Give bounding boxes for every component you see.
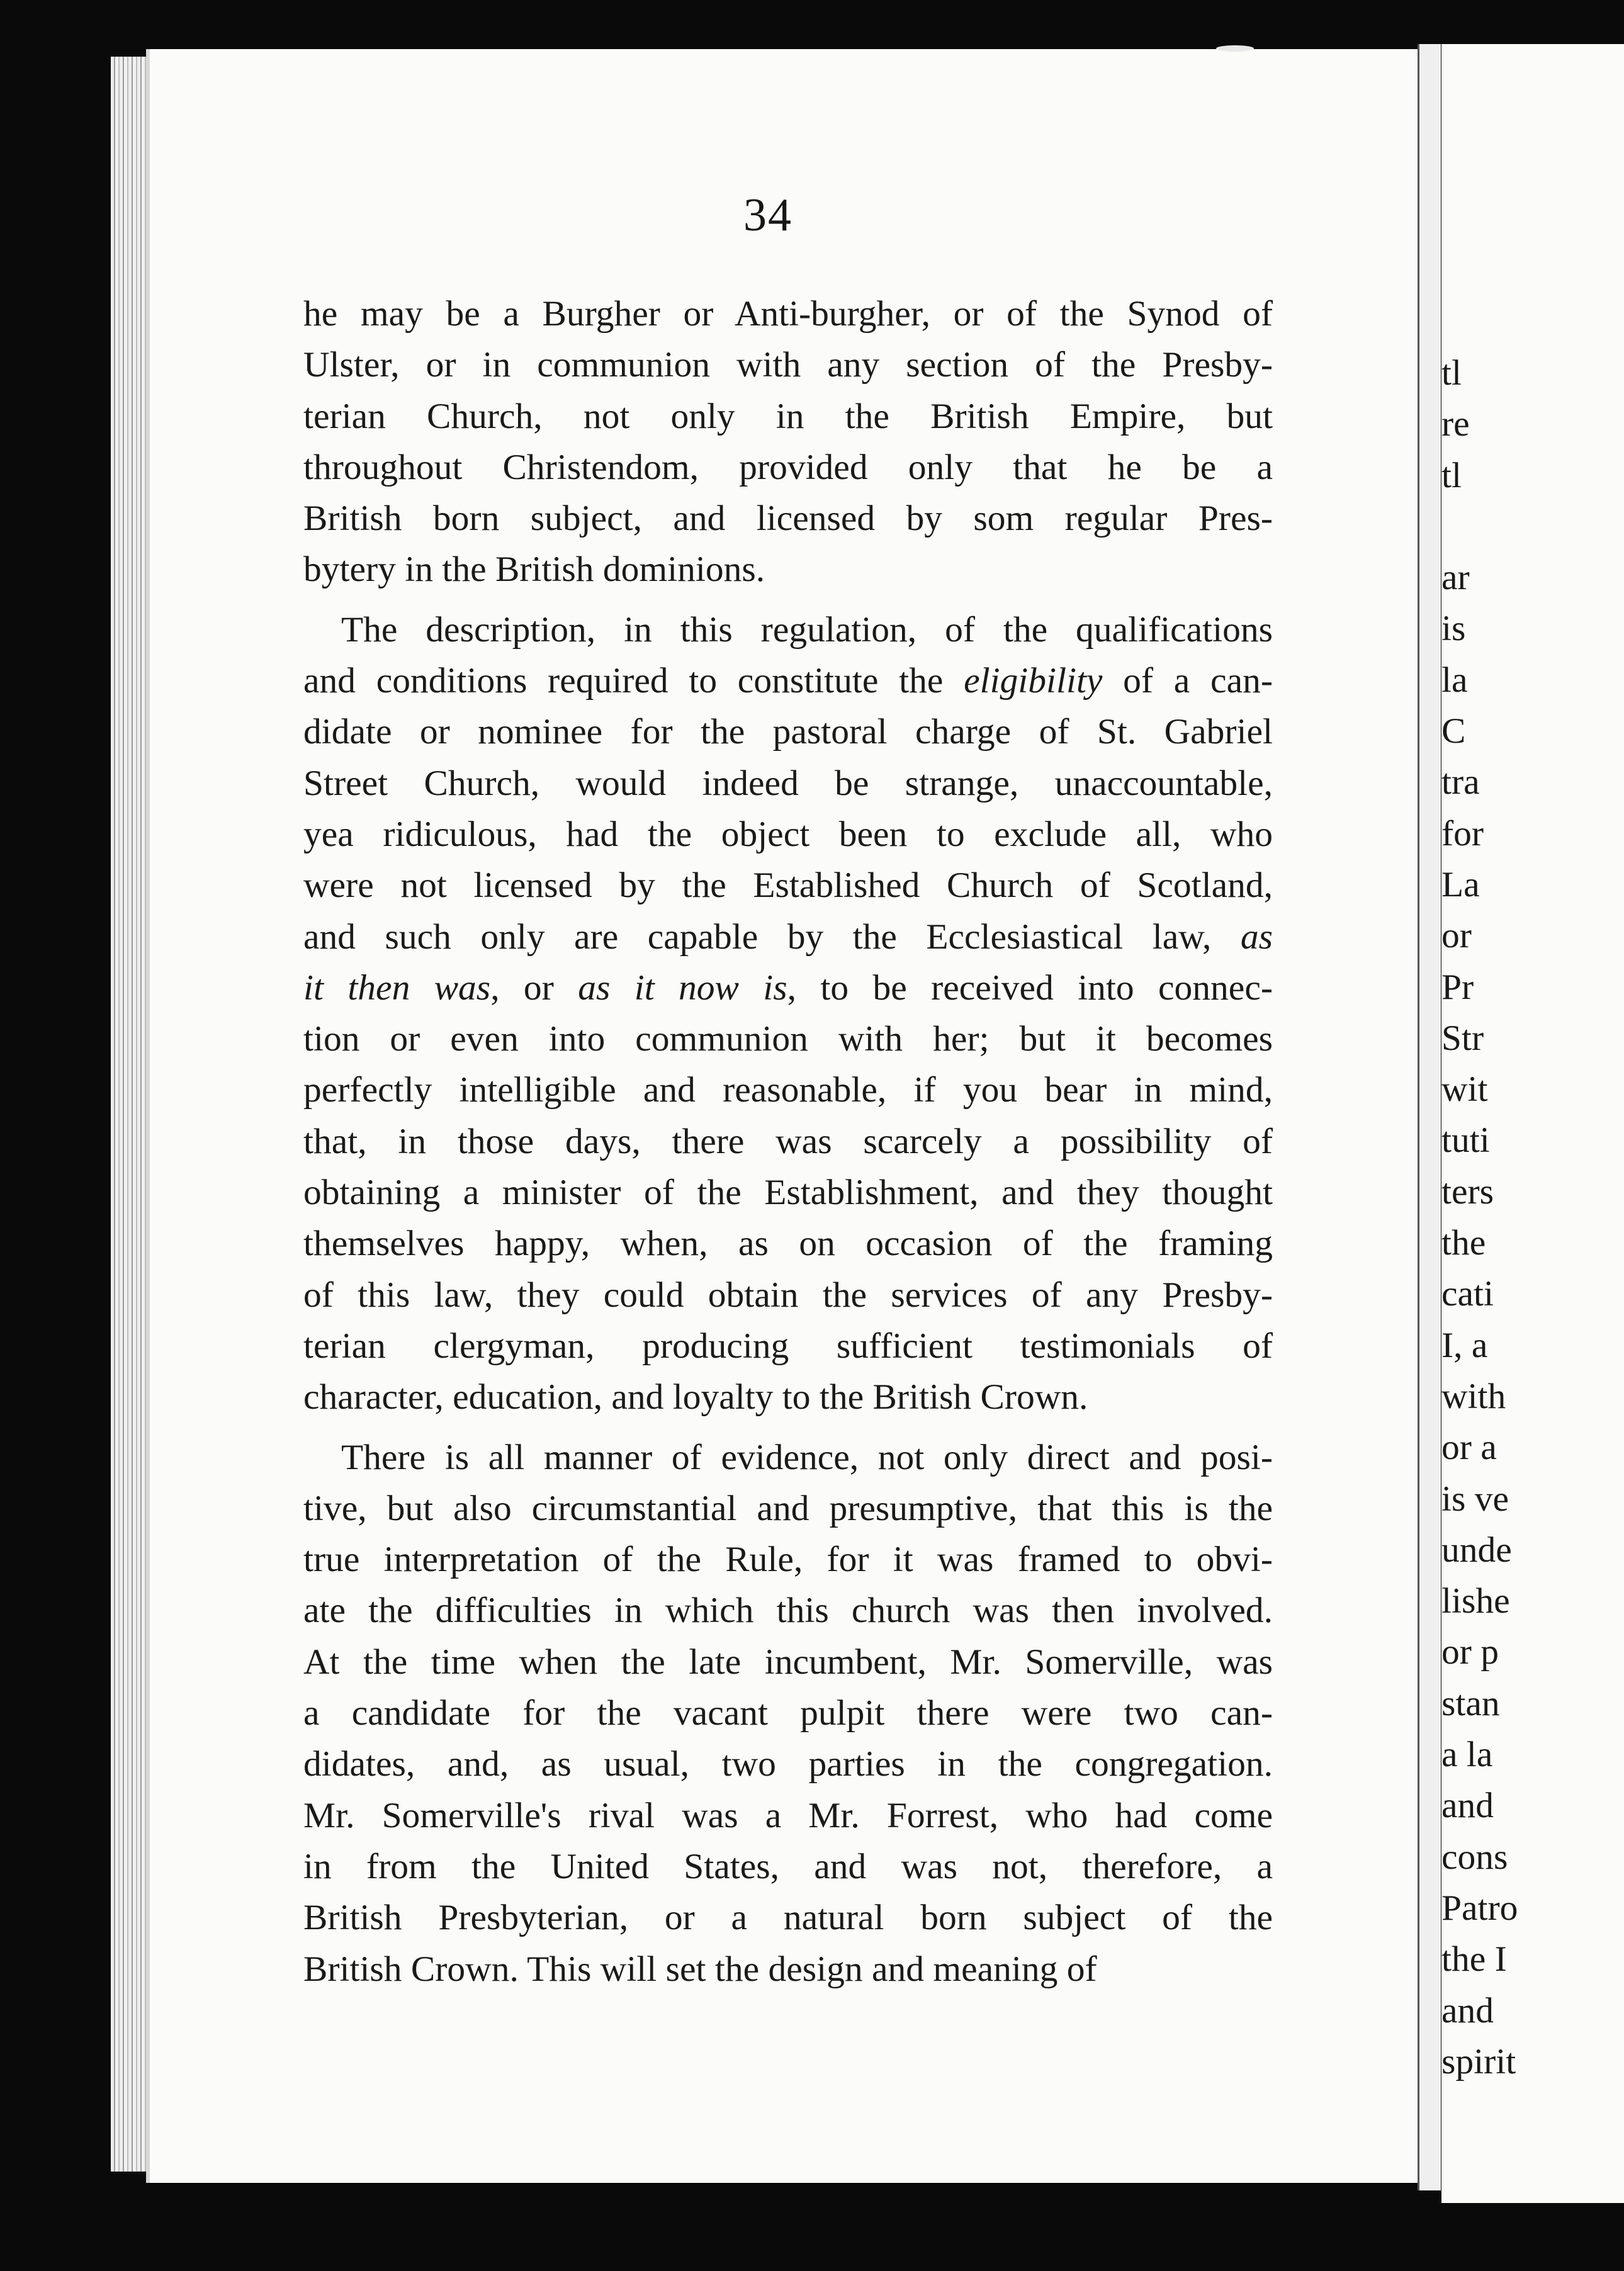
right-page-fragment: or a bbox=[1441, 1428, 1497, 1468]
text-line bbox=[303, 442, 1273, 493]
text-run: bytery in the British dominions. bbox=[303, 549, 765, 590]
text-run: tion or even into communion with her; but it becomes bbox=[303, 1019, 1273, 1059]
right-page-fragment: Patro bbox=[1441, 1888, 1518, 1928]
text-run: At the time when the late incumbent, Mr. Somerville, was bbox=[303, 1642, 1273, 1682]
right-page-fragment: La bbox=[1441, 864, 1480, 904]
right-page-fragment: tl bbox=[1441, 353, 1462, 393]
right-page-fragment: for bbox=[1441, 813, 1484, 854]
right-page-fragment: unde bbox=[1441, 1530, 1512, 1570]
right-page-fragment: tuti bbox=[1441, 1120, 1490, 1161]
text-line bbox=[303, 288, 1273, 339]
right-page-fragment: I, a bbox=[1441, 1325, 1488, 1365]
text-line bbox=[303, 1372, 1273, 1423]
text-run: Ulster, or in communion with any section of the Presby- bbox=[303, 345, 1273, 385]
text-run: British Presbyterian, or a natural born subject of the bbox=[303, 1898, 1273, 1938]
text-line bbox=[303, 1688, 1273, 1738]
right-page-text bbox=[1441, 347, 1624, 2087]
right-page-fragment: ters bbox=[1441, 1171, 1494, 1212]
text-run: British Crown. This will set the design and meaning of bbox=[303, 1949, 1097, 1989]
text-line bbox=[303, 604, 1273, 655]
text-line bbox=[303, 1116, 1273, 1167]
text-line bbox=[303, 655, 1273, 706]
text-run: tive, but also circumstantial and presumptive, that this is the bbox=[303, 1488, 1273, 1528]
text-run: were not licensed by the Established Church of Scotland, bbox=[303, 865, 1273, 906]
page-number: 34 bbox=[743, 189, 792, 241]
text-line bbox=[303, 339, 1273, 390]
text-line bbox=[303, 544, 1273, 595]
right-page-fragment: with bbox=[1441, 1376, 1506, 1416]
text-run: , to be received into connec- bbox=[787, 967, 1273, 1008]
text-run: perfectly intelligible and reasonable, if you bear in mind, bbox=[303, 1070, 1273, 1110]
right-page-fragment: the bbox=[1441, 1223, 1486, 1263]
text-line bbox=[303, 1270, 1273, 1321]
text-line bbox=[303, 809, 1273, 860]
text-line bbox=[303, 1483, 1273, 1534]
text-run: yea ridiculous, had the object been to exclude all, who bbox=[303, 814, 1273, 854]
right-page bbox=[1441, 44, 1624, 2203]
text-run: Street Church, would indeed be strange, unaccountable, bbox=[303, 763, 1273, 803]
right-page-fragment: a la bbox=[1441, 1735, 1493, 1775]
text-line bbox=[303, 706, 1273, 757]
right-page-fragment: Pr bbox=[1441, 967, 1474, 1007]
right-page-fragment: tl bbox=[1441, 455, 1462, 495]
right-page-fragment: is bbox=[1441, 609, 1466, 649]
italic-phrase: as it now is bbox=[578, 967, 787, 1008]
text-line bbox=[303, 1167, 1273, 1218]
right-page-fragment: is ve bbox=[1441, 1479, 1509, 1519]
text-run: , or bbox=[490, 967, 578, 1008]
text-run: and conditions required to constitute the bbox=[303, 661, 964, 701]
body-text bbox=[303, 288, 1273, 1995]
text-line bbox=[303, 1585, 1273, 1636]
text-run: of this law, they could obtain the services of any Presby- bbox=[303, 1275, 1273, 1315]
text-line bbox=[303, 962, 1273, 1013]
text-run: themselves happy, when, as on occasion of the framing bbox=[303, 1224, 1273, 1264]
text-line bbox=[303, 493, 1273, 544]
right-page-fragment: or p bbox=[1441, 1632, 1499, 1672]
text-run: The description, in this regulation, of the qualifications bbox=[341, 609, 1273, 650]
text-line bbox=[303, 1944, 1273, 1995]
text-run: a candidate for the vacant pulpit there were two can- bbox=[303, 1693, 1273, 1733]
text-line bbox=[303, 1534, 1273, 1585]
text-run: obtaining a minister of the Establishment, and they thought bbox=[303, 1173, 1273, 1213]
right-page-fragment: cons bbox=[1441, 1837, 1508, 1877]
text-run: ate the difficulties in which this church was then involved. bbox=[303, 1591, 1273, 1631]
right-page-fragment: and bbox=[1441, 1786, 1494, 1826]
text-run: character, education, and loyalty to the British Crown. bbox=[303, 1377, 1088, 1417]
text-line bbox=[303, 1790, 1273, 1841]
right-page-fragment: and bbox=[1441, 1990, 1494, 2031]
text-run: British born subject, and licensed by som regular Pres- bbox=[303, 499, 1273, 539]
text-run: There is all manner of evidence, not only direct and posi- bbox=[341, 1437, 1273, 1477]
right-page-fragment: lishe bbox=[1441, 1581, 1510, 1621]
italic-phrase: eligibility bbox=[964, 661, 1103, 701]
right-page-fragment: re bbox=[1441, 404, 1470, 444]
right-page-fragment: tra bbox=[1441, 762, 1480, 803]
text-line bbox=[303, 911, 1273, 962]
text-run: terian clergyman, producing sufficient testimonials of bbox=[303, 1326, 1273, 1366]
right-page-fragment bbox=[1441, 501, 1624, 552]
text-run: of a can- bbox=[1102, 661, 1273, 701]
text-line bbox=[303, 1738, 1273, 1789]
right-page-fragment: or bbox=[1441, 916, 1472, 956]
right-page-fragment: spirit bbox=[1441, 2041, 1516, 2082]
right-page-fragment: wit bbox=[1441, 1069, 1488, 1110]
right-page-fragment: cati bbox=[1441, 1274, 1494, 1314]
text-line bbox=[303, 1432, 1273, 1483]
text-run: didates, and, as usual, two parties in the congregation. bbox=[303, 1744, 1273, 1784]
text-line bbox=[303, 1321, 1273, 1372]
right-page-fragment: C bbox=[1441, 711, 1466, 752]
right-page-fragment: la bbox=[1441, 660, 1468, 700]
text-line bbox=[303, 391, 1273, 442]
text-line bbox=[303, 1892, 1273, 1943]
right-page-fragment: the I bbox=[1441, 1939, 1507, 1980]
right-page-fragment: stan bbox=[1441, 1683, 1500, 1723]
italic-phrase: it then was bbox=[303, 967, 491, 1008]
text-line bbox=[303, 1218, 1273, 1269]
italic-phrase: as bbox=[1240, 916, 1273, 957]
text-line bbox=[303, 758, 1273, 809]
paragraph-gap bbox=[303, 595, 1273, 604]
page-gutter bbox=[1418, 44, 1444, 2190]
text-line bbox=[303, 1013, 1273, 1064]
text-run: that, in those days, there was scarcely a possibility of bbox=[303, 1121, 1273, 1161]
text-run: and such only are capable by the Ecclesiastical law, bbox=[303, 916, 1241, 957]
text-run: terian Church, not only in the British Empire, but bbox=[303, 396, 1273, 436]
text-run: true interpretation of the Rule, for it was framed to obvi- bbox=[303, 1540, 1273, 1580]
text-run: throughout Christendom, provided only that he be a bbox=[303, 447, 1273, 487]
right-page-fragment: ar bbox=[1441, 558, 1470, 598]
text-line bbox=[303, 1841, 1273, 1892]
text-run: Mr. Somerville's rival was a Mr. Forrest, who had come bbox=[303, 1795, 1273, 1835]
right-page-fragment: Str bbox=[1441, 1018, 1484, 1058]
paragraph-gap bbox=[303, 1423, 1273, 1432]
text-run: he may be a Burgher or Anti-burgher, or of the Synod of bbox=[303, 294, 1273, 334]
text-line bbox=[303, 860, 1273, 911]
text-run: in from the United States, and was not, therefore, a bbox=[303, 1846, 1273, 1886]
text-line bbox=[303, 1637, 1273, 1688]
text-line bbox=[303, 1064, 1273, 1115]
text-run: didate or nominee for the pastoral charge of St. Gabriel bbox=[303, 712, 1273, 752]
